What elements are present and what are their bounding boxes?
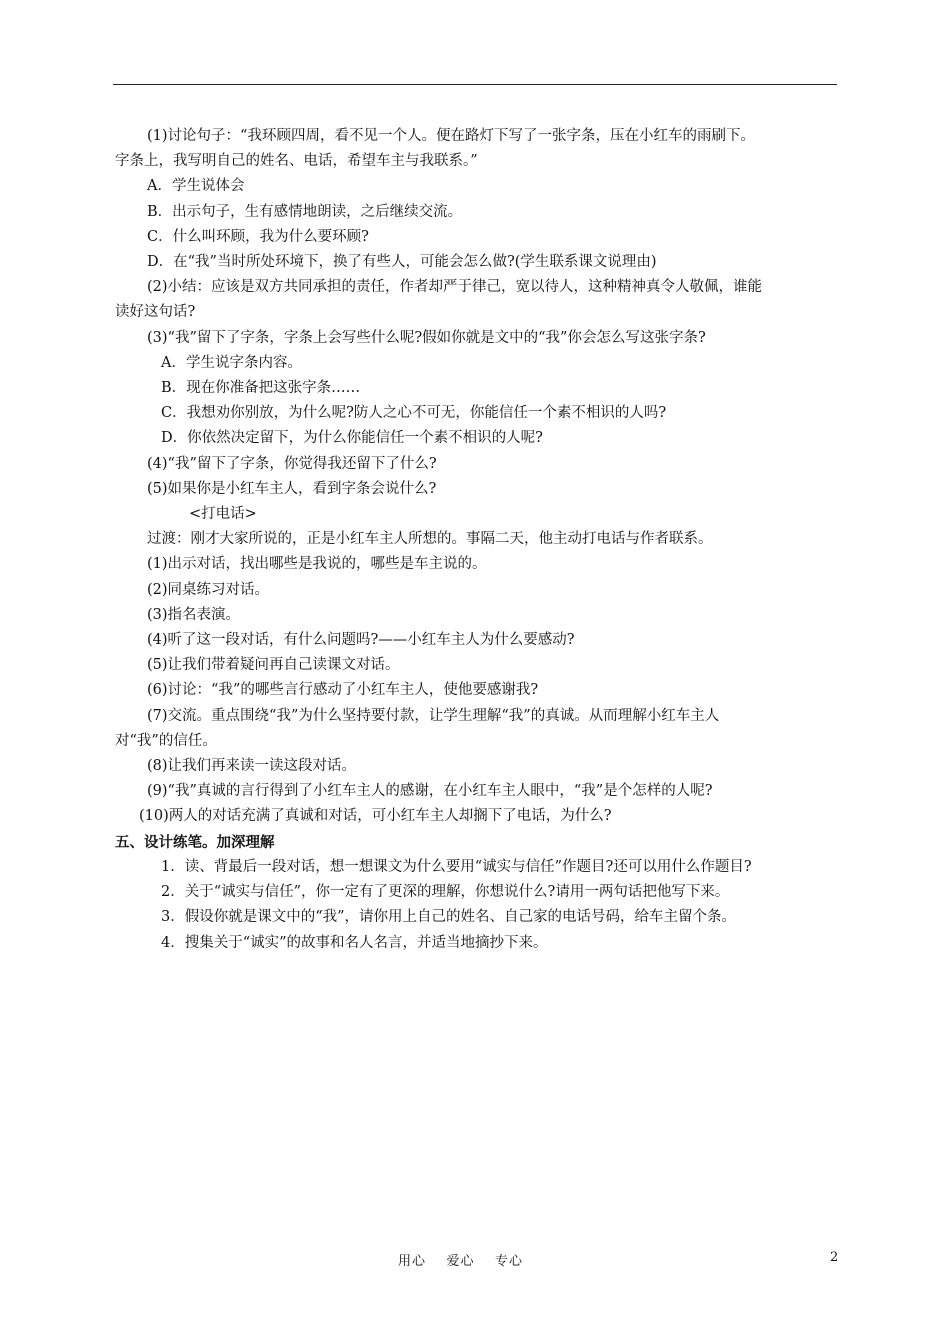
list-item: A．学生说体会: [147, 178, 245, 195]
paragraph: (3)指名表演。: [147, 606, 241, 623]
paragraph: 读好这句话?: [115, 304, 196, 321]
paragraph: (3)“我”留下了字条，字条上会写些什么呢?假如你就是文中的“我”你会怎么写这张字条?: [147, 329, 706, 346]
paragraph: (5)让我们带着疑问再自己读课文对话。: [147, 657, 400, 674]
list-item: D．在“我”当时所处环境下，换了有些人，可能会怎么做?(学生联系课文说理由): [147, 254, 657, 271]
list-item: 2．关于“诚实与信任”，你一定有了更深的理解，你想说什么?请用一两句话把他写下来。: [161, 884, 730, 901]
page-footer: [0, 1250, 950, 1270]
paragraph: (8)让我们再来读一读这段对话。: [147, 758, 357, 775]
paragraph: (4)听了这一段对话，有什么问题吗?——小红车主人为什么要感动?: [147, 632, 575, 649]
paragraph: (2)小结：应该是双方共同承担的责任，作者却严于律己，宽以待人，这种精神真令人敬佩，谁能: [147, 279, 763, 296]
paragraph: 对“我”的信任。: [115, 732, 217, 749]
paragraph: (7)交流。重点围绕“我”为什么坚持要付款，让学生理解“我”的真诚。从而理解小红车主人: [147, 707, 720, 724]
header-rule: [113, 84, 837, 85]
list-item: 1．读、背最后一段对话，想一想课文为什么要用“诚实与信任”作题目?还可以用什么作题目?: [161, 858, 752, 875]
footer-text: 用心 爱心 专心: [398, 1254, 524, 1269]
section-heading: 五、设计练笔。加深理解: [115, 833, 275, 851]
paragraph: (1)讨论句子：“我环顾四周，看不见一个人。便在路灯下写了一张字条，压在小红车的雨刷下。: [147, 128, 755, 144]
page-number: 2: [830, 1250, 839, 1265]
paragraph: (2)同桌练习对话。: [147, 581, 270, 598]
document-body: [115, 124, 840, 956]
paragraph: 过渡：刚才大家所说的，正是小红车主人所想的。事隔二天，他主动打电话与作者联系。: [147, 531, 713, 548]
paragraph: (5)如果你是小红车主人，看到字条会说什么?: [147, 480, 437, 497]
list-item: B．出示句子，生有感情地朗读，之后继续交流。: [147, 203, 463, 220]
paragraph: (6)讨论：“我”的哪些言行感动了小红车主人，使他要感谢我?: [147, 682, 539, 699]
paragraph: (4)“我”留下了字条，你觉得我还留下了什么?: [147, 455, 437, 472]
list-item: B．现在你准备把这张字条……: [161, 380, 361, 397]
list-item: 3．假设你就是课文中的“我”，请你用上自己的姓名、自己家的电话号码，给车主留个条。: [161, 909, 737, 926]
paragraph: 字条上，我写明自己的姓名、电话，希望车主与我联系。”: [115, 153, 478, 170]
list-item: A．学生说字条内容。: [161, 354, 302, 371]
paragraph: (10)两人的对话充满了真诚和对话，可小红车主人却搁下了电话，为什么?: [139, 808, 612, 825]
paragraph: (1)出示对话，找出哪些是我说的，哪些是车主说的。: [147, 556, 487, 573]
paragraph: (9)“我”真诚的言行得到了小红车主人的感谢，在小红车主人眼中，“我”是个怎样的人呢?: [147, 783, 713, 800]
list-item: C．我想劝你别放，为什么呢?防人之心不可无，你能信任一个素不相识的人吗?: [161, 405, 667, 422]
list-item: D．你依然决定留下，为什么你能信任一个素不相识的人呢?: [161, 430, 543, 447]
list-item: 4．搜集关于“诚实”的故事和名人名言，并适当地摘抄下来。: [161, 934, 548, 951]
list-item: C．什么叫环顾，我为什么要环顾?: [147, 228, 369, 245]
section-subtitle: <打电话>: [189, 506, 257, 523]
